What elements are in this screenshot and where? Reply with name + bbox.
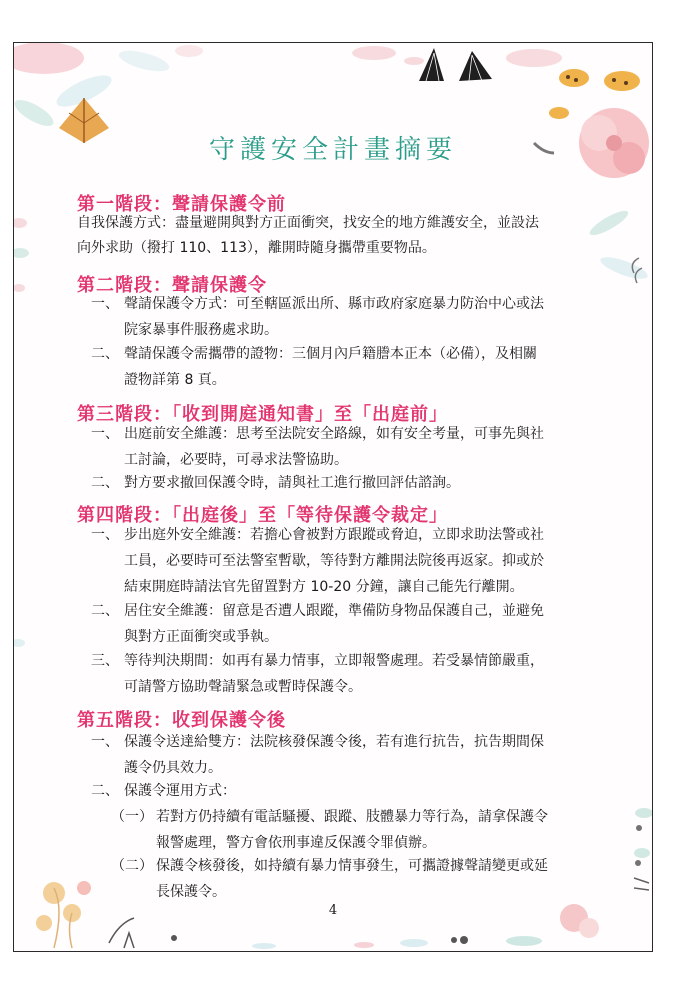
- stage3-heading: 第三階段：「收到開庭通知書」至「出庭前」: [77, 404, 448, 425]
- subitem-text: 長保護令。: [156, 884, 226, 900]
- item-number: 二、: [91, 346, 119, 362]
- item-text: 結束開庭時請法官先留置對方 10-20 分鐘，讓自己能先行離開。: [124, 579, 524, 595]
- stage1-body: [77, 211, 597, 261]
- item-number: 一、: [91, 426, 119, 442]
- stage1-line: 向外求助（撥打 110、113），離開時隨身攜帶重要物品。: [77, 240, 436, 256]
- stage5-heading: 第五階段：收到保護令後: [77, 710, 286, 731]
- item-number: 一、: [91, 734, 119, 750]
- subitem-number: （二）: [111, 858, 153, 874]
- subitem-text: 報警處理，警方會依刑事違反保護令罪偵辦。: [156, 835, 436, 851]
- page-frame: [13, 42, 653, 952]
- stage4-heading: 第四階段：「出庭後」至「等待保護令裁定」: [77, 505, 448, 526]
- item-text: 出庭前安全維護：思考至法院安全路線，如有安全考量，可事先與社: [124, 426, 544, 442]
- item-text: 保護令送達給雙方：法院核發保護令後，若有進行抗告，抗告期間保: [124, 734, 544, 750]
- item-text: 證物詳第 8 頁。: [124, 372, 226, 388]
- item-text: 可請警方協助聲請緊急或暫時保護令。: [124, 679, 362, 695]
- item-text: 工討論，必要時，可尋求法警協助。: [124, 452, 348, 468]
- item-number: 一、: [91, 527, 119, 543]
- stage2-heading: 第二階段：聲請保護令: [77, 275, 267, 296]
- item-number: 三、: [91, 653, 119, 669]
- item-text: 與對方正面衝突或爭執。: [124, 629, 278, 645]
- item-text: 保護令運用方式：: [124, 783, 236, 799]
- item-text: 聲請保護令方式：可至轄區派出所、縣市政府家庭暴力防治中心或法: [124, 296, 544, 312]
- item-number: 二、: [91, 783, 119, 799]
- item-text: 工員，必要時可至法警室暫歇，等待對方離開法院後再返家。抑或於: [124, 553, 544, 569]
- item-number: 二、: [91, 603, 119, 619]
- page-title: 守護安全計畫摘要: [208, 135, 457, 165]
- subitem-text: 保護令核發後，如持續有暴力情事發生，可攜證據聲請變更或延: [156, 858, 548, 874]
- subitem-number: （一）: [111, 809, 153, 825]
- stage1-heading: 第一階段：聲請保護令前: [77, 194, 286, 215]
- item-number: 二、: [91, 475, 119, 491]
- item-text: 對方要求撤回保護令時，請與社工進行撤回評估諮詢。: [124, 475, 460, 491]
- item-text: 居住安全維護：留意是否遭人跟蹤，準備防身物品保護自己，並避免: [124, 603, 544, 619]
- item-text: 聲請保護令需攜帶的證物：三個月內戶籍謄本正本（必備），及相關: [124, 346, 537, 362]
- item-text: 院家暴事件服務處求助。: [124, 322, 278, 338]
- item-text: 護令仍具效力。: [124, 760, 222, 776]
- subitem-text: 若對方仍持續有電話騷擾、跟蹤、肢體暴力等行為，請拿保護令: [156, 809, 548, 825]
- item-text: 等待判決期間：如再有暴力情事，立即報警處理。若受暴情節嚴重，: [124, 653, 544, 669]
- page-number: 4: [328, 903, 338, 918]
- stage1-line: 自我保護方式：盡量避開與對方正面衝突，找安全的地方維護安全，並設法: [77, 215, 539, 231]
- item-number: 一、: [91, 296, 119, 312]
- item-text: 步出庭外安全維護：若擔心會被對方跟蹤或脅迫，立即求助法警或社: [124, 527, 544, 543]
